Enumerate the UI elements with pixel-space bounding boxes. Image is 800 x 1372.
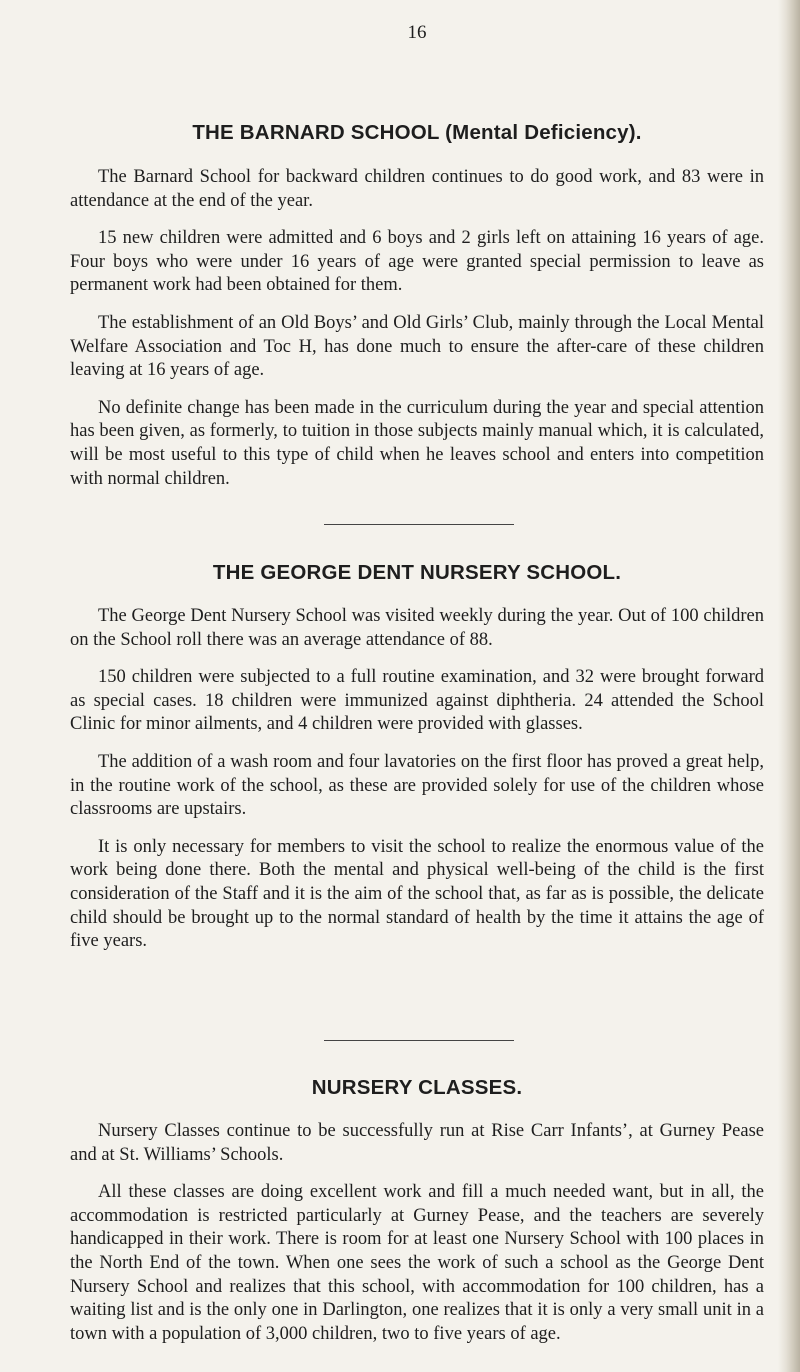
section-barnard-school xyxy=(70,166,764,505)
paragraph: 15 new children were admitted and 6 boys and 2 girls left on attaining 16 years of age. Four boys who were under 16 years of age were granted special permission to leave as permanent work had been obtained for them. xyxy=(70,228,764,296)
paragraph: It is only necessary for members to visit the school to realize the enormous value of the work being done there. Both the mental and physical well-being of the child is the first consideration of the Staff and it is the aim of the school that, as far as is possible, the delicate child should be brought up to the normal standard of health by the time it attains the age of five years. xyxy=(70,836,764,952)
paragraph: The addition of a wash room and four lavatories on the first floor has proved a great help, in the routine work of the school, as these are provided solely for use of the children whose classrooms are upstairs. xyxy=(70,751,764,820)
section-nursery-classes xyxy=(70,1120,764,1360)
paragraph: Nursery Classes continue to be successfully run at Rise Carr Infants’, at Gurney Pease and at St. Williams’ Schools. xyxy=(70,1121,764,1165)
heading-barnard-school: THE BARNARD SCHOOL (Mental Deficiency). xyxy=(192,121,642,144)
paragraph: No definite change has been made in the curriculum during the year and special attention has been given, as formerly, to tuition in those subjects mainly manual which, it is calculated, will be most useful to this type of child when he leaves school and enters into competition with normal children. xyxy=(70,397,764,489)
section-divider xyxy=(324,1040,514,1041)
paragraph: 150 children were subjected to a full routine examination, and 32 were brought forward as special cases. 18 children were immunized against diphtheria. 24 attended the School Clinic for minor ailments, and 4 children were provided with glasses. xyxy=(70,667,764,735)
heading-nursery-classes: NURSERY CLASSES. xyxy=(311,1076,523,1099)
section-george-dent-nursery-school xyxy=(70,605,764,968)
paragraph: All these classes are doing excellent work and fill a much needed want, but in all, the accommodation is restricted particularly at Gurney Pease, and the teachers are severely handicapped in their work. There is room for at least one Nursery School with 100 places in the North End of the town. When one sees the work of such a school as the George Dent Nursery School and realizes that this school, with accommodation for 100 children, has a waiting list and is the only one in Darlington, one realizes that it is only a very small unit in a town with a population of 3,000 children, two to five years of age. xyxy=(70,1182,764,1344)
paragraph: The Barnard School for backward children continues to do good work, and 83 were in attendance at the end of the year. xyxy=(70,167,764,211)
heading-george-dent-nursery-school: THE GEORGE DENT NURSERY SCHOOL. xyxy=(212,561,622,584)
page-edge-shadow xyxy=(778,0,800,1372)
paragraph: The George Dent Nursery School was visited weekly during the year. Out of 100 children on the School roll there was an average attendance of 88. xyxy=(70,606,764,650)
section-divider xyxy=(324,524,514,525)
page-number: 16 xyxy=(407,22,427,43)
paragraph: The establishment of an Old Boys’ and Old Girls’ Club, mainly through the Local Mental Welfare Association and Toc H, has done much to ensure the after-care of these children leaving at 16 years of age. xyxy=(70,312,764,381)
